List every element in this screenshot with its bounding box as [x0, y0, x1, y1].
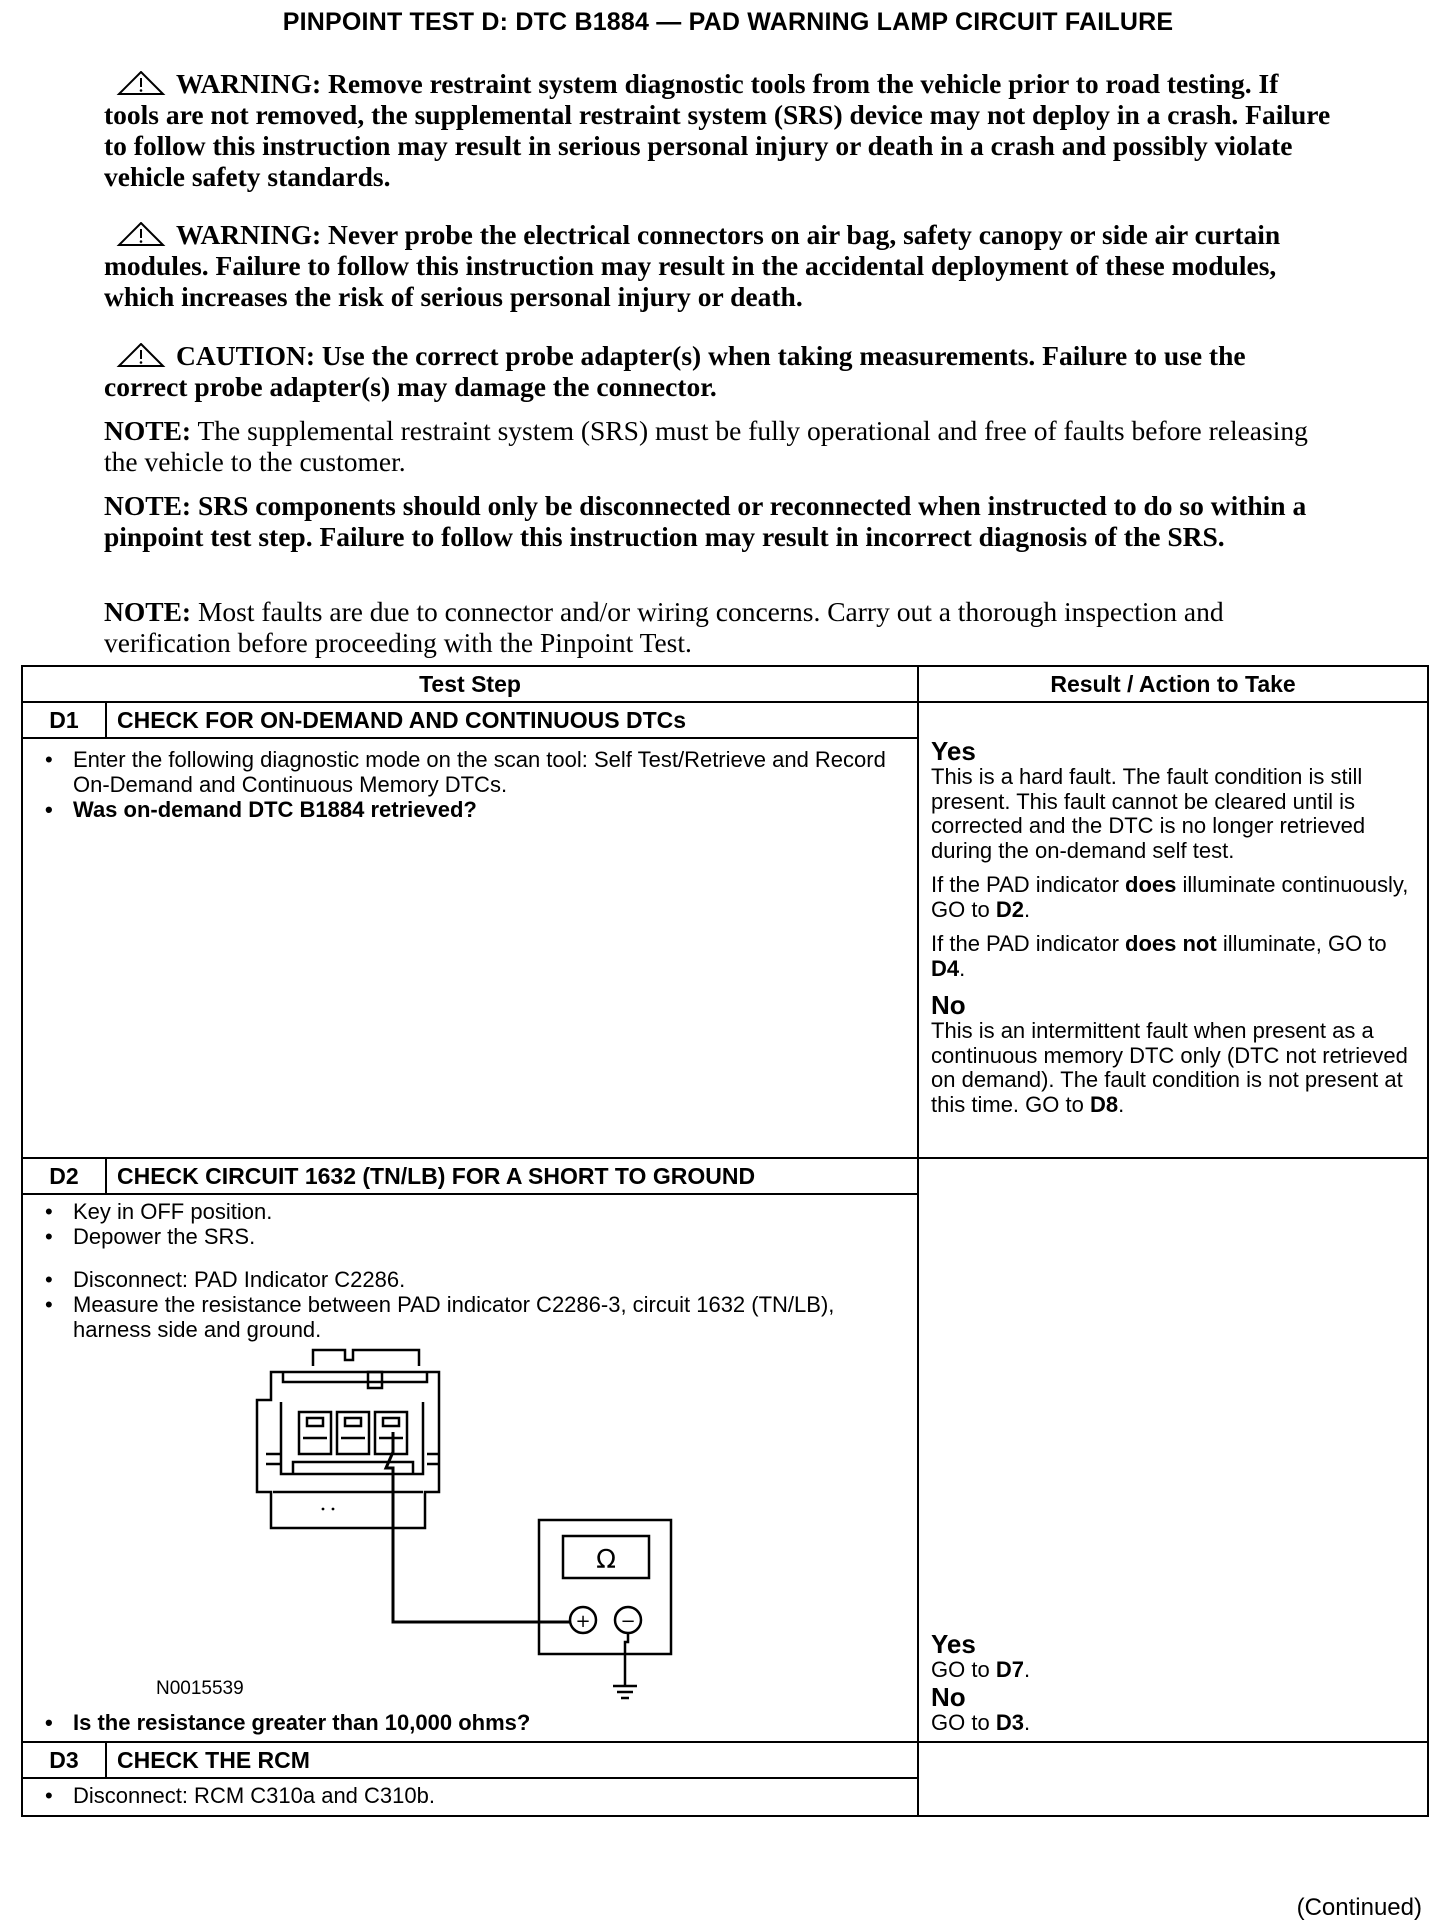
step-d3-result: [918, 1742, 1428, 1816]
step-title: CHECK THE RCM: [106, 1742, 918, 1778]
note-1: [104, 415, 1334, 477]
step-bullet: • Disconnect: RCM C310a and C310b.: [23, 1783, 907, 1808]
step-title: CHECK CIRCUIT 1632 (TN/LB) FOR A SHORT TO GROUND: [106, 1158, 918, 1194]
step-bullet: • Enter the following diagnostic mode on the scan tool: Self Test/Retrieve and Record On-Demand and Continuous Memory DTCs.: [23, 747, 907, 797]
step-title: CHECK FOR ON-DEMAND AND CONTINUOUS DTCs: [106, 702, 918, 738]
step-d1-result: [918, 702, 1428, 1158]
note-2: [104, 490, 1334, 552]
caution-notice: [104, 340, 1334, 402]
notice-text: Never probe the electrical connectors on air bag, safety canopy or side air curtain modules. Failure to follow this instruction may result in the accidental deployment of these modules, which increases the risk of serious personal injury or death.: [104, 219, 1281, 312]
step-bullet: • Depower the SRS.: [23, 1224, 907, 1249]
step-bullet: • Measure the resistance between PAD indicator C2286-3, circuit 1632 (TN/LB), harness side and ground.: [23, 1292, 907, 1342]
ohm-symbol: Ω: [596, 1545, 616, 1575]
plus-terminal-label: +: [575, 1611, 591, 1632]
note-text: Most faults are due to connector and/or wiring concerns. Carry out a thorough inspection and verification before proceeding with the Pinpoint Test.: [104, 596, 1224, 658]
no-label: No: [931, 1681, 966, 1712]
connector-diagram: [23, 1342, 783, 1672]
step-d2-question: [23, 1710, 907, 1735]
warning-notice-2: [104, 219, 1334, 312]
header-result-action: Result / Action to Take: [918, 666, 1428, 702]
warning-triangle-icon: [116, 222, 166, 246]
step-id: D1: [22, 702, 106, 738]
step-d1-body: [22, 738, 918, 1158]
yes-action-2: If the PAD indicator does not illuminate, GO to D4.: [931, 931, 1387, 981]
note-3: [104, 596, 1334, 658]
no-text: GO to D3.: [931, 1709, 1031, 1735]
step-d2-title-row: [22, 1158, 1428, 1194]
step-bullet: • Disconnect: PAD Indicator C2286.: [23, 1267, 907, 1292]
warning-triangle-icon: [116, 343, 166, 367]
note-label: NOTE:: [104, 415, 192, 446]
step-d1-title-row: [22, 702, 1428, 738]
minus-terminal-label: −: [620, 1611, 636, 1632]
step-question: • Is the resistance greater than 10,000 ohms?: [23, 1710, 907, 1735]
note-label: NOTE:: [104, 596, 192, 627]
continued-label: (Continued): [1296, 1894, 1422, 1921]
warning-triangle-icon: [116, 71, 166, 95]
step-d3-bullets: [23, 1783, 907, 1808]
notice-label: WARNING:: [176, 219, 322, 250]
connector-measurement-figure: [23, 1342, 783, 1702]
notice-label: CAUTION:: [176, 340, 316, 371]
note-text: The supplemental restraint system (SRS) must be fully operational and free of faults before releasing the vehicle to the customer.: [104, 415, 1308, 477]
table-header-row: [22, 666, 1428, 702]
step-d1-bullets: [23, 747, 907, 822]
no-label: No: [931, 990, 966, 1020]
warning-notice-1: [104, 68, 1334, 192]
yes-label: Yes: [931, 736, 976, 766]
step-d3-body: [22, 1778, 918, 1816]
step-d2-bullets-b: [23, 1267, 907, 1342]
note-label: NOTE:: [104, 490, 192, 521]
step-d2-result: [918, 1158, 1428, 1742]
ground-symbol-icon: [603, 1672, 653, 1712]
yes-text: This is a hard fault. The fault condition is still present. This fault cannot be cleared until is corrected and the DTC is no longer retrieved during the on-demand self test.: [931, 764, 1366, 863]
step-bullet: • Key in OFF position.: [23, 1199, 907, 1224]
step-d2-bullets-a: [23, 1199, 907, 1249]
yes-text: GO to D7.: [931, 1657, 1031, 1682]
notice-text: Use the correct probe adapter(s) when taking measurements. Failure to use the correct probe adapter(s) may damage the connector.: [104, 340, 1246, 402]
step-id: D2: [22, 1158, 106, 1194]
no-text: This is an intermittent fault when present as a continuous memory DTC only (DTC not retrieved on demand). The fault condition is not present at this time. GO to D8.: [931, 1018, 1408, 1117]
notice-text: Remove restraint system diagnostic tools from the vehicle prior to road testing. If tools are not removed, the supplemental restraint system (SRS) device may not deploy in a crash. Failure to follow this instruction may result in serious personal injury or death in a crash and possibly violate vehicle safety standards.: [104, 68, 1331, 192]
pinpoint-test-table: [21, 665, 1429, 1817]
notice-label: WARNING:: [176, 68, 322, 99]
step-id: D3: [22, 1742, 106, 1778]
note-text: SRS components should only be disconnected or reconnected when instructed to do so within a pinpoint test step. Failure to follow this instruction may result in incorrect diagnosis of the SRS.: [104, 490, 1307, 552]
step-d2-body: [22, 1194, 918, 1742]
step-question: • Was on-demand DTC B1884 retrieved?: [23, 797, 907, 822]
figure-code: N0015539: [156, 1678, 244, 1699]
step-d3-title-row: [22, 1742, 1428, 1778]
page-title: PINPOINT TEST D: DTC B1884 — PAD WARNING LAMP CIRCUIT FAILURE: [282, 8, 1174, 36]
header-test-step: Test Step: [22, 666, 918, 702]
yes-action-1: If the PAD indicator does illuminate continuously, GO to D2.: [931, 872, 1409, 922]
yes-label: Yes: [931, 1629, 976, 1659]
